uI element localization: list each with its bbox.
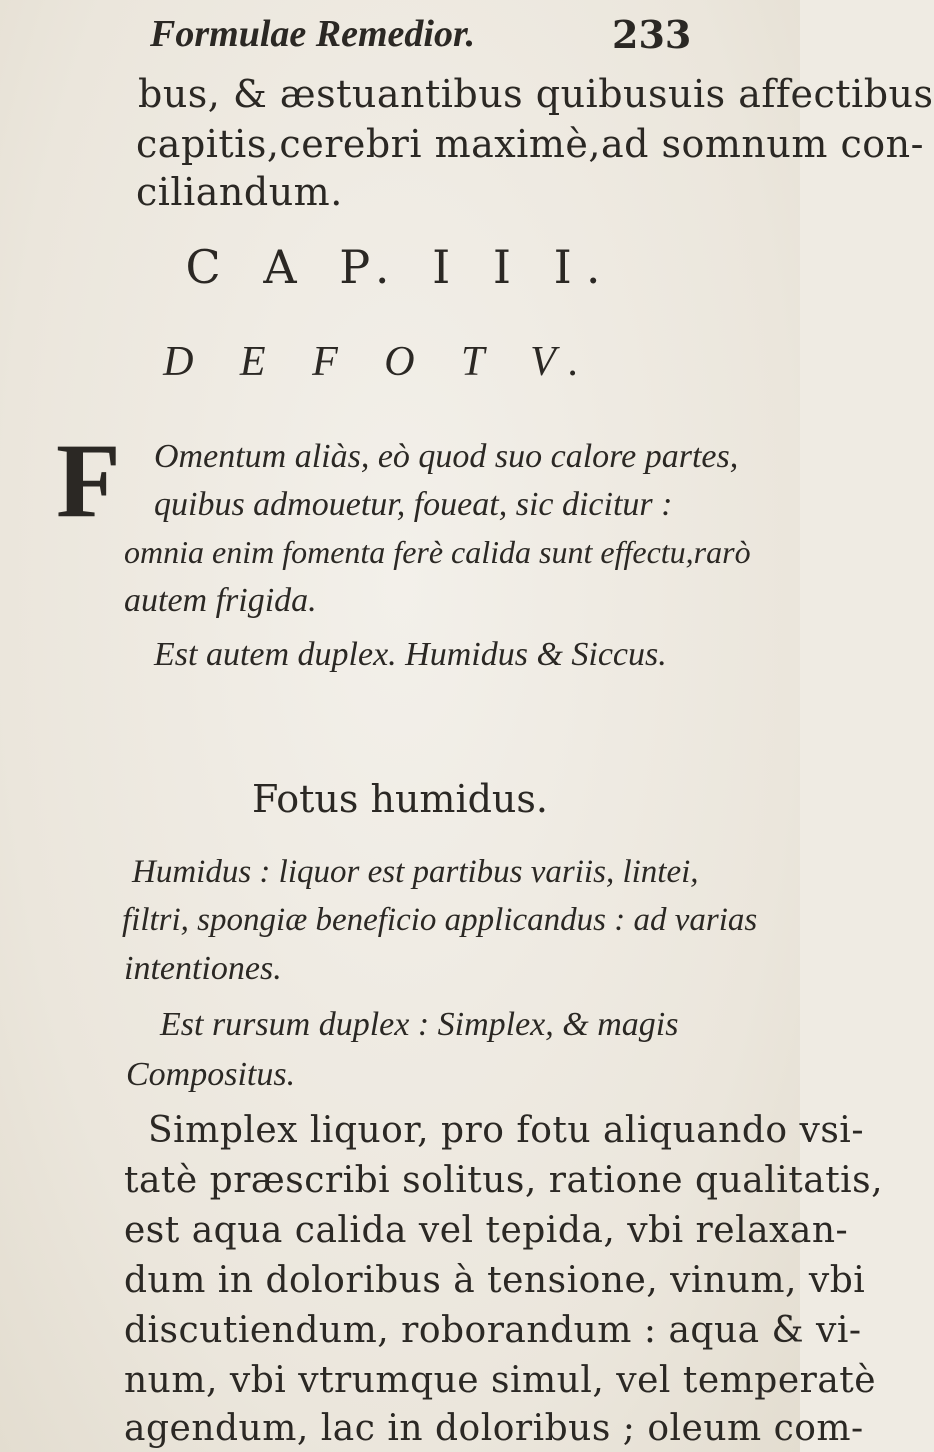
body-line: discutiendum, roborandum : aqua & vi- xyxy=(124,1310,862,1351)
page-number: 233 xyxy=(612,12,692,57)
body-line: Humidus : liquor est partibus variis, lintei, xyxy=(132,854,699,890)
section-heading: Fotus humidus. xyxy=(251,777,548,821)
chapter-title: D E F O T V. xyxy=(163,339,597,385)
running-head: Formulae Remedior. xyxy=(150,13,476,55)
body-line: dum in doloribus à tensione, vinum, vbi xyxy=(124,1260,866,1301)
body-line: est aqua calida vel tepida, vbi relaxan- xyxy=(124,1210,849,1251)
body-line: Compositus. xyxy=(126,1056,296,1093)
body-line: omnia enim fomenta ferè calida sunt effectu,rarò xyxy=(124,534,751,570)
body-line: Est rursum duplex : Simplex, & magis xyxy=(160,1006,679,1043)
body-line: autem frigida. xyxy=(124,582,317,619)
body-line: intentiones. xyxy=(124,950,282,987)
body-line: num, vbi vtrumque simul, vel temperatè xyxy=(124,1360,877,1401)
body-line: Simplex liquor, pro fotu aliquando vsi- xyxy=(148,1110,864,1151)
body-line: quibus admouetur, foueat, sic dicitur : xyxy=(154,486,673,523)
intro-line: ciliandum. xyxy=(136,170,343,214)
intro-line: capitis,cerebri maximè,ad somnum con- xyxy=(136,122,924,166)
body-line: agendum, lac in doloribus ; oleum com- xyxy=(124,1408,864,1449)
body-line: tatè præscribi solitus, ratione qualitatis, xyxy=(124,1160,884,1201)
body-line: Est autem duplex. Humidus & Siccus. xyxy=(154,636,667,673)
body-line: filtri, spongiæ beneficio applicandus : ad varias xyxy=(122,902,758,938)
drop-cap: F xyxy=(56,422,121,539)
body-line: Omentum aliàs, eò quod suo calore partes, xyxy=(154,438,739,475)
intro-line: bus, & æstuantibus quibusuis affectibus xyxy=(138,72,934,116)
chapter-label: C A P. I I I. xyxy=(185,240,615,294)
